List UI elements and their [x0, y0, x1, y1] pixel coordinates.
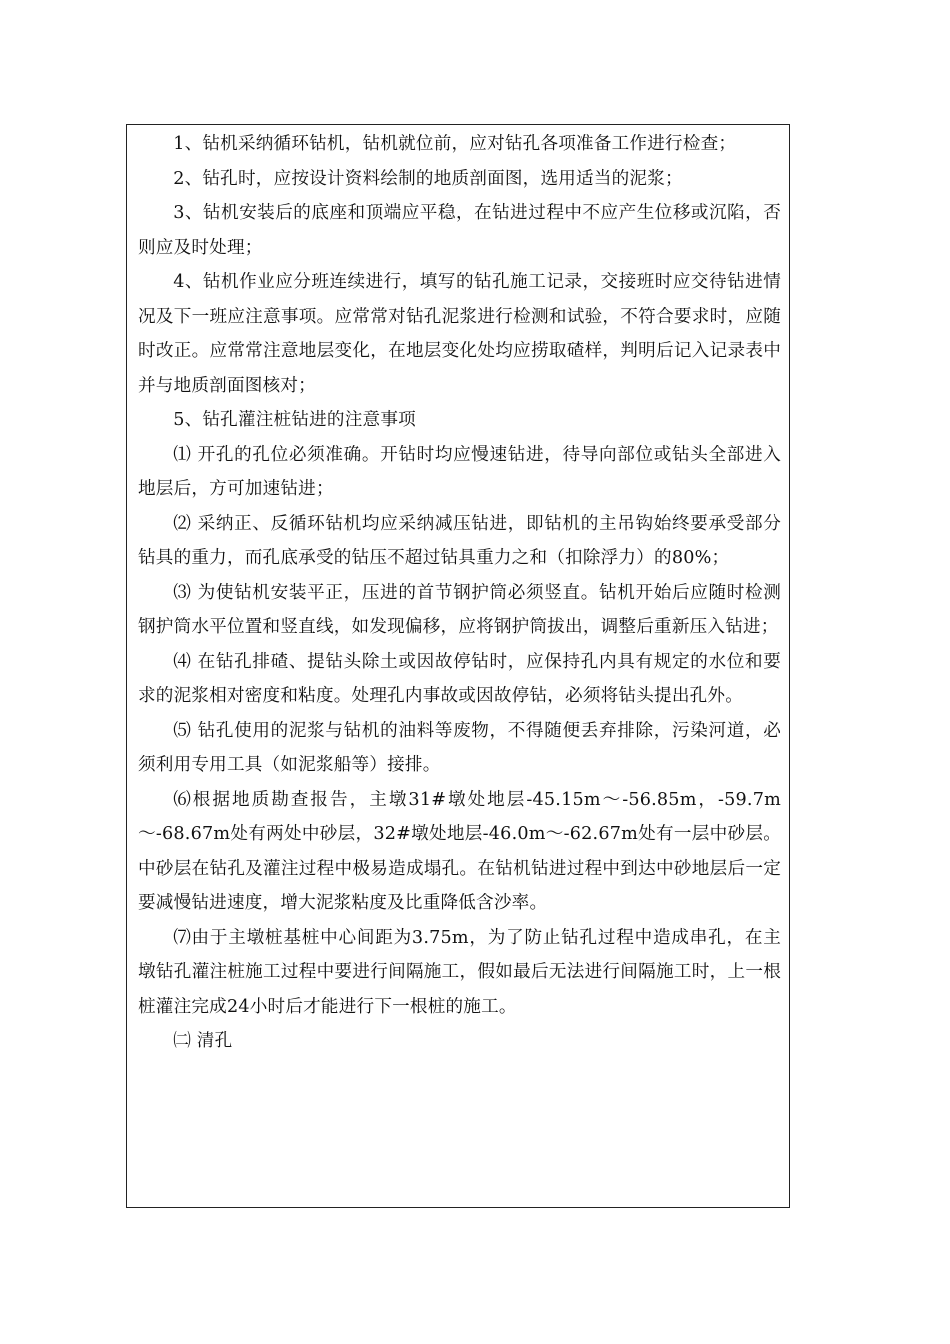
- paragraph-12: ⑺由于主墩桩基桩中心间距为3.75m，为了防止钻孔过程中造成串孔，在主墩钻孔灌注桩施工过程中要进行间隔施工，假如最后无法进行间隔施工时，上一根桩灌注完成24小时后才能进行下一根桩的施工。: [138, 927, 781, 1017]
- paragraph-4: 4、钻机作业应分班连续进行，填写的钻孔施工记录，交接班时应交待钻进情况及下一班应注意事项。应常常对钻孔泥浆进行检测和试验，不符合要求时，应随时改正。应常常注意地层变化，在地层变化处均应捞取碴样，判明后记入记录表中并与地质剖面图核对；: [138, 272, 781, 396]
- paragraph-1: 1、钻机采纳循环钻机，钻机就位前，应对钻孔各项准备工作进行检查；: [173, 134, 737, 154]
- paragraph-5: 5、钻孔灌注桩钻进的注意事项: [173, 410, 416, 430]
- paragraph-9: ⑷ 在钻孔排碴、提钻头除土或因故停钻时，应保持孔内具有规定的水位和要求的泥浆相对密度和粘度。处理孔内事故或因故停钻，必须将钻头提出孔外。: [138, 651, 781, 706]
- paragraph-11: ⑹根据地质勘查报告，主墩31#墩处地层-45.15m～-56.85m，-59.7m～-68.67m处有两处中砂层，32#墩处地层-46.0m～-62.67m处有一层中砂层。中砂层在钻孔及灌注过程中极易造成塌孔。在钻机钻进过程中到达中砂地层后一定要减慢钻进速度，增大泥浆粘度及比重降低含沙率。: [138, 789, 781, 913]
- paragraph-8: ⑶ 为使钻机安装平正，压进的首节钢护筒必须竖直。钻机开始后应随时检测钢护筒水平位置和竖直线，如发现偏移，应将钢护筒拔出，调整后重新压入钻进；: [138, 582, 781, 637]
- paragraph-10: ⑸ 钻孔使用的泥浆与钻机的油料等废物，不得随便丢弃排除，污染河道，必须利用专用工具（如泥浆船等）接排。: [138, 720, 781, 775]
- paragraph-2: 2、钻孔时，应按设计资料绘制的地质剖面图，选用适当的泥浆；: [173, 168, 683, 189]
- paragraph-6: ⑴ 开孔的孔位必须准确。开钻时均应慢速钻进，待导向部位或钻头全部进入地层后，方可加速钻进；: [138, 444, 781, 499]
- paragraph-3: 3、钻机安装后的底座和顶端应平稳，在钻进过程中不应产生位移或沉陷，否则应及时处理；: [138, 203, 781, 258]
- document-frame: [126, 124, 790, 1208]
- section-heading-cleaning: ㈡ 清孔: [173, 1031, 233, 1051]
- paragraph-7: ⑵ 采纳正、反循环钻机均应采纳减压钻进，即钻机的主吊钩始终要承受部分钻具的重力，而孔底承受的钻压不超过钻具重力之和（扣除浮力）的80%；: [138, 513, 781, 568]
